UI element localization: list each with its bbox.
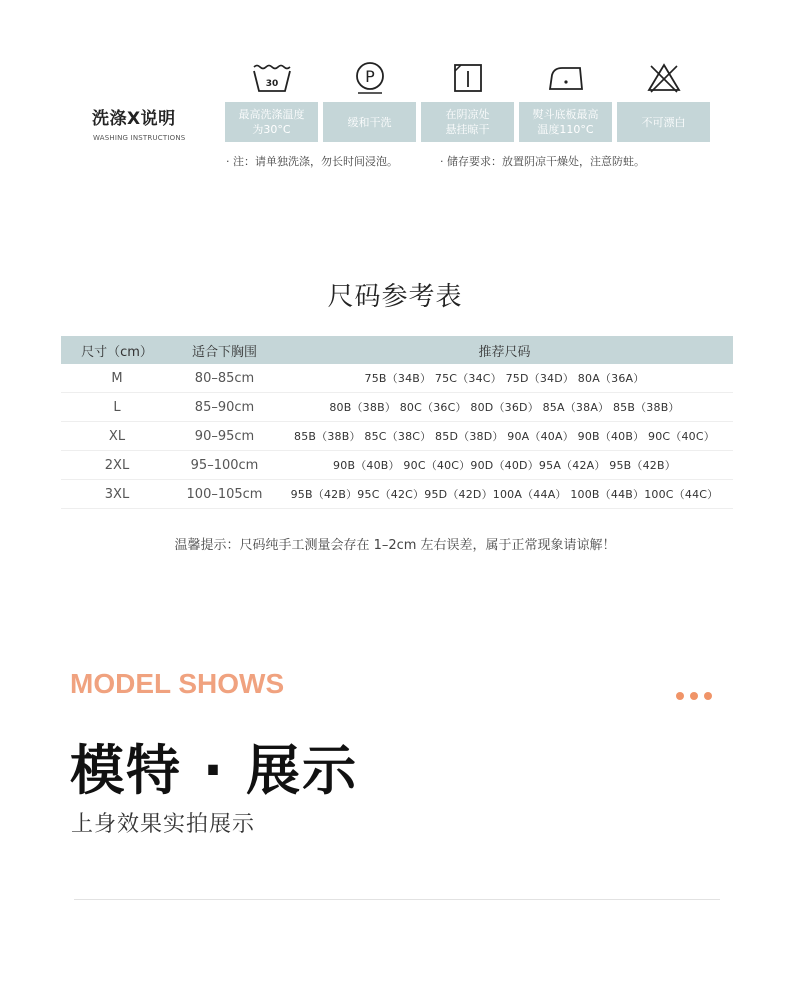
cell-range: 95–100cm (173, 451, 276, 480)
wash-label-line2: 为30°C (252, 123, 291, 136)
divider (74, 899, 720, 900)
size-table (61, 336, 733, 509)
cell-recommended: 90B（40B） 90C（40C）90D（40D）95A（42A） 95B（42B） (276, 451, 733, 480)
iron-one-dot-icon (519, 58, 612, 98)
column-header-range: 适合下胸围 (173, 336, 276, 364)
table-row (61, 451, 733, 480)
wash-label-line2: 悬挂晾干 (445, 123, 490, 136)
dry-clean-p-icon (323, 58, 416, 98)
cell-recommended: 75B（34B） 75C（34C） 75D（34D） 80A（36A） (276, 364, 733, 393)
model-subtitle: 上身效果实拍展示 (71, 812, 256, 837)
wash-subtitle: WASHING INSTRUCTIONS (93, 134, 186, 142)
table-header-row (61, 336, 733, 364)
cell-size: 3XL (61, 480, 173, 509)
dot (690, 692, 698, 700)
wash-label-line1: 在阴凉处 (445, 108, 490, 121)
cell-size: XL (61, 422, 173, 451)
wash-label-line1: 熨斗底板最高 (532, 108, 599, 121)
dot (676, 692, 684, 700)
model-title-en: MODEL SHOWS (70, 668, 285, 699)
wash-30-icon (225, 58, 318, 98)
size-chart-title: 尺码参考表 (327, 282, 463, 312)
table-row (61, 480, 733, 509)
table-row (61, 422, 733, 451)
wash-label-line1: 缓和干洗 (347, 115, 392, 129)
cell-recommended: 95B（42B）95C（42C）95D（42D）100A（44A） 100B（44B）100C（44C） (276, 480, 733, 509)
wash-label-line1: 不可漂白 (641, 115, 686, 129)
wash-title: 洗涤X说明 (92, 109, 176, 129)
cell-size: L (61, 393, 173, 422)
svg-text:P: P (364, 67, 375, 86)
cell-size: 2XL (61, 451, 173, 480)
column-header-size: 尺寸（cm） (61, 336, 173, 364)
cell-range: 80–85cm (173, 364, 276, 393)
svg-text:30: 30 (265, 79, 278, 89)
dot (704, 692, 712, 700)
cell-size: M (61, 364, 173, 393)
column-header-recommended: 推荐尺码 (276, 336, 733, 364)
cell-range: 85–90cm (173, 393, 276, 422)
size-tip: 温馨提示：尺码纯手工测量会存在 1–2cm 左右误差，属于正常现象请谅解！ (174, 538, 616, 553)
model-title-cn: 模特 · 展示 (70, 739, 359, 802)
table-row (61, 364, 733, 393)
cell-recommended: 85B（38B） 85C（38C） 85D（38D） 90A（40A） 90B（40B） 90C（40C） (276, 422, 733, 451)
cell-recommended: 80B（38B） 80C（36C） 80D（36D） 85A（38A） 85B（38B） (276, 393, 733, 422)
wash-label-line2: 温度110°C (537, 123, 594, 136)
wash-note-2: · 储存要求：放置阴凉干燥处，注意防蛀。 (440, 155, 645, 168)
table-row (61, 393, 733, 422)
wash-label-line1: 最高洗涤温度 (238, 108, 305, 121)
more-dots-icon (676, 692, 712, 700)
cell-range: 90–95cm (173, 422, 276, 451)
no-bleach-icon (617, 58, 710, 98)
wash-note-1: · 注：请单独洗涤，勿长时间浸泡。 (226, 155, 398, 168)
cell-range: 100–105cm (173, 480, 276, 509)
line-dry-shade-icon (421, 58, 514, 98)
